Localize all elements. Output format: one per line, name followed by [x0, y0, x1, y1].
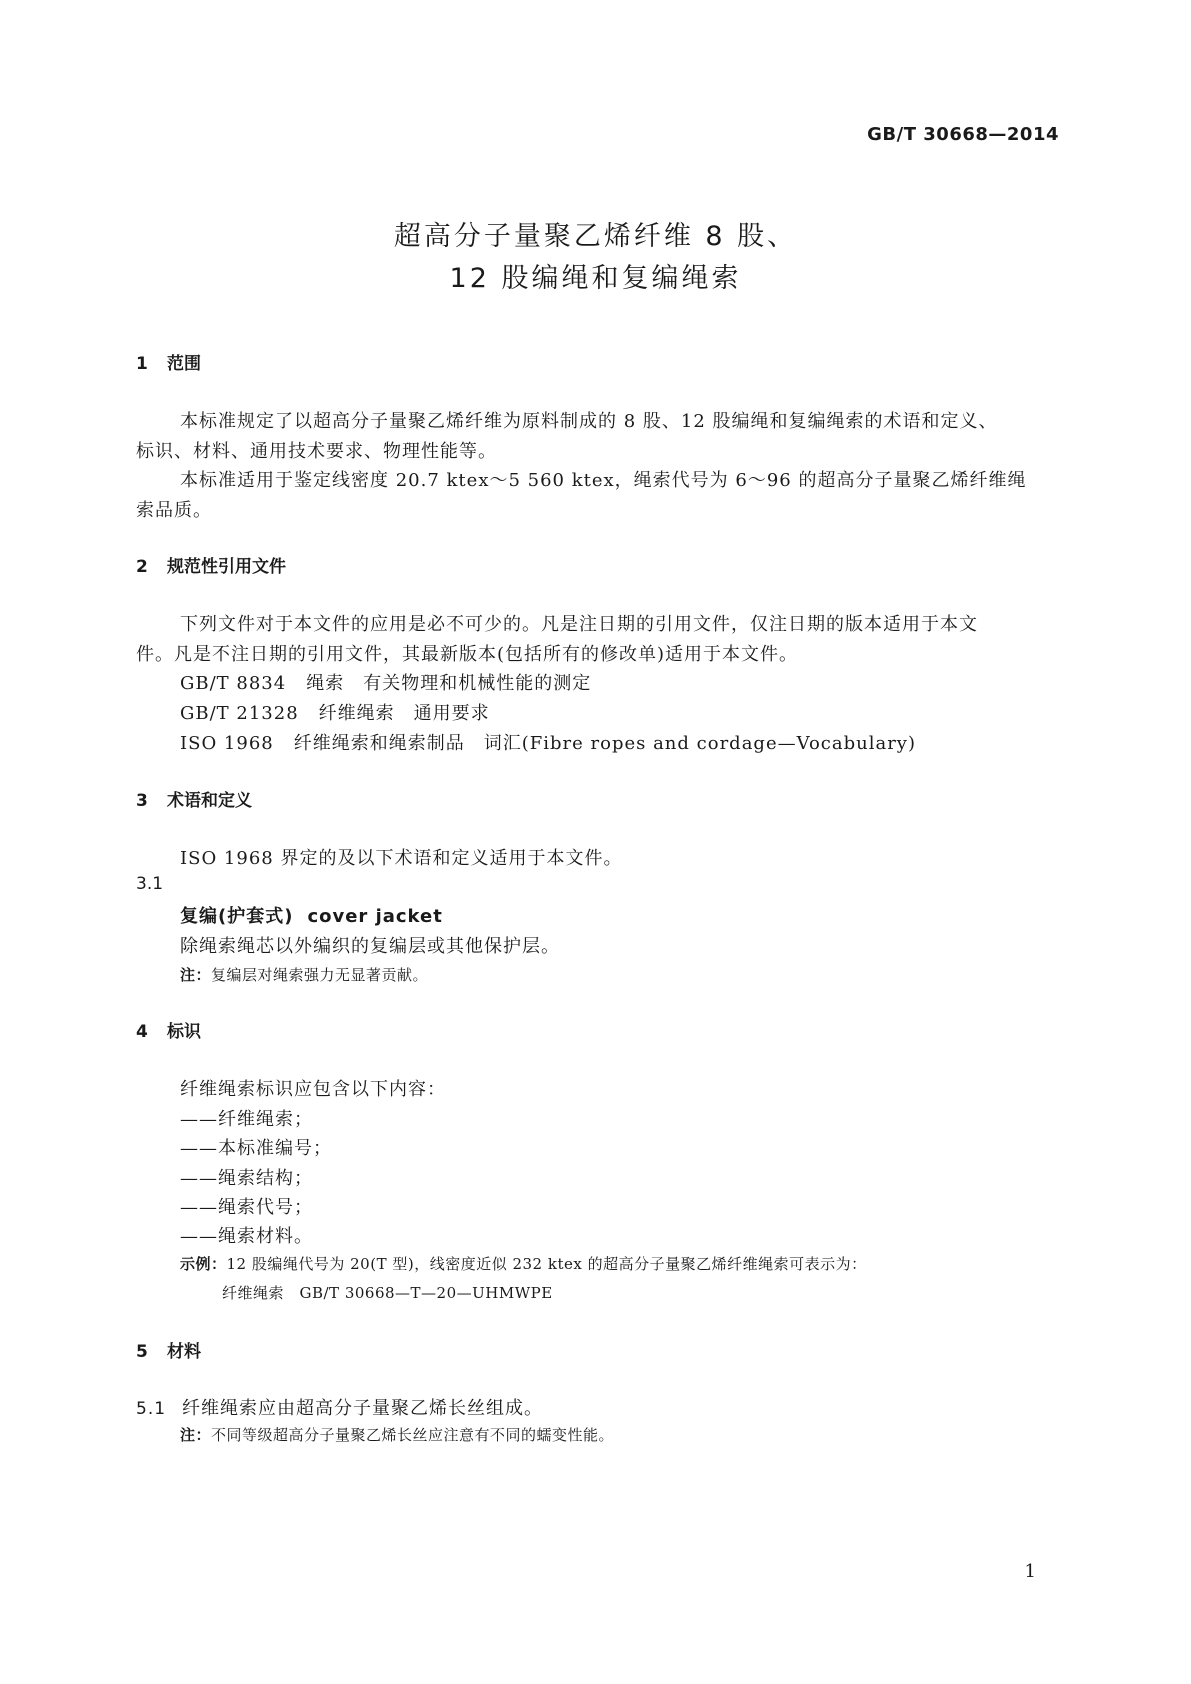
term-english: cover jacket: [307, 906, 443, 927]
section-1-heading: [136, 349, 201, 374]
title-line-2: 12 股编绳和复编绳索: [449, 263, 742, 294]
list-item: ——本标准编号；: [180, 1138, 332, 1159]
note-label: 注：: [180, 966, 212, 984]
paragraph-line: ISO 1968 界定的及以下术语和定义适用于本文件。: [180, 848, 623, 869]
example-text: 12 股编绳代号为 20(T 型)，线密度近似 232 ktex 的超高分子量聚乙烯纤维绳索可表示为：: [226, 1255, 867, 1273]
reference-item: [180, 669, 591, 695]
reference-name: 纤维绳索和绳索制品 词汇(Fibre ropes and cordage—Vocabulary): [293, 733, 916, 754]
section-title: 规范性引用文件: [167, 557, 286, 577]
example: [180, 1253, 867, 1274]
list-item: ——绳索代号；: [180, 1197, 313, 1218]
example-label: 示例：: [180, 1255, 227, 1273]
section-number: 2: [136, 557, 148, 577]
section-title: 术语和定义: [167, 791, 252, 811]
note-text: 不同等级超高分子量聚乙烯长丝应注意有不同的蠕变性能。: [211, 1426, 615, 1444]
paragraph-line: 索品质。: [136, 500, 212, 521]
page-number: 1: [1024, 1561, 1036, 1582]
section-4-heading: [136, 1017, 201, 1042]
standard-number: GB/T 30668—2014: [867, 124, 1059, 145]
section-number: 4: [136, 1022, 148, 1042]
paragraph-line: 下列文件对于本文件的应用是必不可少的。凡是注日期的引用文件，仅注日期的版本适用于本文: [180, 614, 978, 635]
title-line-1: 超高分子量聚乙烯纤维 8 股、: [393, 221, 798, 252]
paragraph-line: 本标准适用于鉴定线密度 20.7 ktex～5 560 ktex，绳索代号为 6～96 的超高分子量聚乙烯纤维绳: [180, 470, 1027, 491]
note-text: 复编层对绳索强力无显著贡献。: [211, 966, 429, 984]
clause-number: 5.1: [136, 1399, 167, 1419]
list-item: ——绳索结构；: [180, 1168, 313, 1189]
section-title: 范围: [167, 354, 201, 374]
list-item: ——绳索材料。: [180, 1226, 313, 1247]
reference-name: 纤维绳索 通用要求: [318, 703, 490, 724]
section-3-heading: [136, 786, 252, 811]
clause-5-1: [136, 1394, 543, 1420]
reference-code: GB/T 21328: [180, 703, 299, 724]
list-item: ——纤维绳索；: [180, 1109, 313, 1130]
clause-text: 纤维绳索应由超高分子量聚乙烯长丝组成。: [182, 1398, 543, 1419]
section-title: 材料: [167, 1342, 201, 1362]
section-2-heading: [136, 552, 286, 577]
section-number: 1: [136, 354, 148, 374]
clause-number: 3.1: [136, 874, 164, 894]
paragraph-line: 纤维绳索标识应包含以下内容：: [180, 1079, 446, 1100]
term-chinese: 复编(护套式): [180, 906, 294, 927]
section-5-heading: [136, 1337, 201, 1362]
reference-code: ISO 1968: [180, 733, 274, 754]
section-number: 3: [136, 791, 148, 811]
reference-name: 绳索 有关物理和机械性能的测定: [306, 673, 592, 694]
term-entry: [180, 902, 443, 928]
reference-item: [180, 699, 490, 725]
reference-item: [180, 729, 916, 755]
term-definition: 除绳索绳芯以外编织的复编层或其他保护层。: [180, 936, 560, 957]
section-title: 标识: [167, 1022, 201, 1042]
paragraph-line: 本标准规定了以超高分子量聚乙烯纤维为原料制成的 8 股、12 股编绳和复编绳索的术语和定义、: [180, 411, 998, 432]
section-number: 5: [136, 1342, 148, 1362]
example-code: 纤维绳索 GB/T 30668—T—20—UHMWPE: [222, 1284, 553, 1302]
paragraph-line: 件。凡是不注日期的引用文件，其最新版本(包括所有的修改单)适用于本文件。: [136, 644, 799, 665]
reference-code: GB/T 8834: [180, 673, 287, 694]
paragraph-line: 标识、材料、通用技术要求、物理性能等。: [136, 441, 497, 462]
note: [180, 964, 428, 985]
note: [180, 1424, 614, 1445]
note-label: 注：: [180, 1426, 212, 1444]
